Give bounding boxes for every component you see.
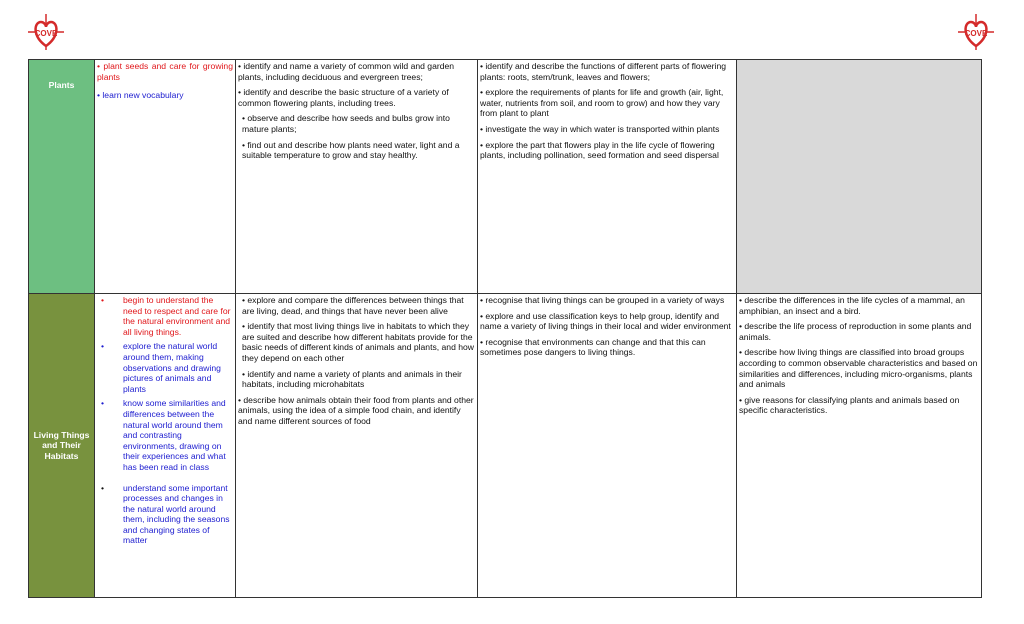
svg-text:COVE: COVE (34, 29, 58, 38)
living-uks2-item: • describe how living things are classified into broad groups according to common observable characteristics and based on similarities and differences, including micro-organisms, plants and animals (739, 347, 978, 390)
living-ks1 (236, 294, 478, 598)
subject-living-things: Living Things and Their Habitats (29, 294, 95, 598)
living-uks2-item: • give reasons for classifying plants and animals based on specific characteristics. (739, 394, 960, 416)
living-ks1-item: • describe how animals obtain their food from plants and other animals, using the idea of a simple food chain, and identify and name different sources of food (238, 394, 474, 426)
plants-lks2-item: • identify and describe the functions of different parts of flowering plants: roots, stem/trunk, leaves and flowers; (480, 61, 727, 82)
plants-lks2-item: • explore the requirements of plants for life and growth (air, light, water, nutrients from soil, and room to grow) and how they vary from plant to plant (480, 87, 724, 119)
svg-text:COVE: COVE (964, 29, 988, 38)
living-upper-ks2 (737, 294, 982, 598)
living-ks1-item: • identify that most living things live in habitats to which they are suited and describe how different habitats provide for the basic needs of different kinds of animals and plants, and how they depend on each other (242, 321, 475, 363)
living-ey-item: • explore the natural world around them, making observations and drawing pictures of animals and plants (123, 341, 233, 394)
plants-ks1-item: • find out and describe how plants need water, light and a suitable temperature to grow and stay healthy. (242, 139, 460, 161)
plants-ks1-item: • observe and describe how seeds and bulbs grow into mature plants; (242, 113, 450, 134)
plants-ks1-item: • identify and describe the basic structure of a variety of common flowering plants, including trees. (238, 87, 449, 108)
curriculum-table (28, 59, 982, 598)
school-logo-right (956, 12, 996, 52)
living-uks2-item: • describe the life process of reproduction in some plants and animals. (739, 321, 972, 342)
plants-lks2-item: • explore the part that flowers play in the life cycle of flowering plants, including pollination, seed formation and seed dispersal (480, 139, 719, 161)
living-ey-item: • know some similarities and differences between the natural world around them and contrasting environments, drawing on their experiences and what has been read in class (123, 398, 233, 472)
school-logo-left (26, 12, 66, 52)
plants-upper-ks2-empty (737, 60, 982, 294)
living-lower-ks2 (478, 294, 737, 598)
living-uks2-item: • describe the differences in the life cycles of a mammal, an amphibian, an insect and a bird. (739, 295, 965, 316)
living-ks1-item: • identify and name a variety of plants and animals in their habitats, including microhabitats (242, 368, 462, 390)
subject-plants: Plants (29, 60, 95, 294)
plants-lower-ks2 (478, 60, 737, 294)
living-lks2-item: • recognise that environments can change and that this can sometimes pose dangers to living things. (480, 336, 706, 358)
plants-early-years (95, 60, 236, 294)
living-ey-item: • understand some important processes and changes in the natural world around them, including the seasons and changing states of matter (123, 483, 233, 547)
living-ks1-item: • explore and compare the differences between things that are living, dead, and things that have never been alive (242, 295, 464, 316)
living-lks2-item: • recognise that living things can be grouped in a variety of ways (480, 295, 725, 305)
living-things-row (29, 294, 982, 598)
plants-ks1 (236, 60, 478, 294)
living-early-years (95, 294, 236, 598)
plants-ey-item: • learn new vocabulary (97, 90, 184, 101)
plants-ks1-item: • identify and name a variety of common wild and garden plants, including deciduous and evergreen trees; (238, 61, 455, 82)
plants-lks2-item: • investigate the way in which water is transported within plants (480, 123, 720, 134)
living-ey-item: • begin to understand the need to respect and care for the natural environment and all living things. (123, 295, 233, 337)
plants-row (29, 60, 982, 294)
plants-ey-item: • plant seeds and care for growing plants (97, 61, 233, 82)
living-lks2-item: • explore and use classification keys to help group, identify and name a variety of living things in their local and wider environment (480, 310, 731, 332)
